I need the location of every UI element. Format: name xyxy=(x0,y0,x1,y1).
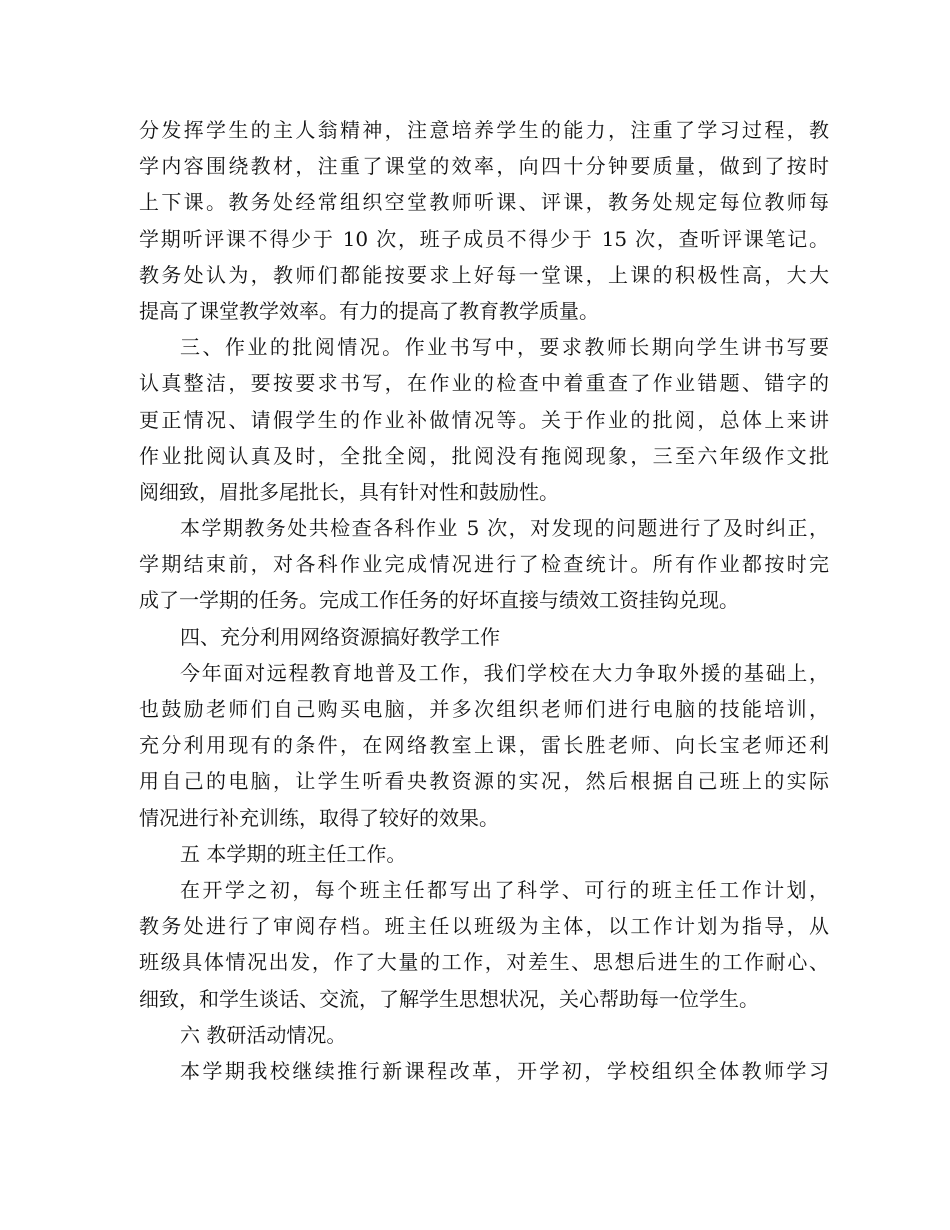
text-line: 学内容围绕教材，注重了课堂的效率，向四十分钟要质量，做到了按时 xyxy=(139,154,829,179)
text-line: 今年面对远程教育地普及工作，我们学校在大力争取外援的基础上， xyxy=(180,660,829,685)
text-line: 五 本学期的班主任工作。 xyxy=(180,841,407,866)
text-line: 教务处认为，教师们都能按要求上好每一堂课，上课的积极性高，大大 xyxy=(139,262,829,287)
document-body xyxy=(139,112,829,1089)
text-line: 本学期教务处共检查各科作业 5 次，对发现的问题进行了及时纠正， xyxy=(180,516,829,541)
text-line: 学期结束前，对各科作业完成情况进行了检查统计。所有作业都按时完 xyxy=(139,552,829,577)
text-line: 学期听评课不得少于 10 次，班子成员不得少于 15 次，查听评课笔记。 xyxy=(139,226,829,251)
text-line: 充分利用现有的条件，在网络教室上课，雷长胜老师、向长宝老师还利 xyxy=(139,733,829,758)
text-line: 上下课。教务处经常组织空堂教师听课、评课，教务处规定每位教师每 xyxy=(139,190,829,215)
text-line: 班级具体情况出发，作了大量的工作，对差生、思想后进生的工作耐心、 xyxy=(139,950,829,975)
text-line: 在开学之初，每个班主任都写出了科学、可行的班主任工作计划， xyxy=(180,877,829,902)
text-line: 也鼓励老师们自己购买电脑，并多次组织老师们进行电脑的技能培训， xyxy=(139,697,829,721)
text-line: 本学期我校继续推行新课程改革，开学初，学校组织全体教师学习 xyxy=(180,1058,829,1083)
text-line: 认真整洁，要按要求书写，在作业的检查中着重查了作业错题、错字的 xyxy=(139,371,829,396)
text-line: 教务处进行了审阅存档。班主任以班级为主体，以工作计划为指导，从 xyxy=(139,914,829,939)
text-line: 提高了课堂教学效率。有力的提高了教育教学质量。 xyxy=(139,298,599,323)
text-line: 分发挥学生的主人翁精神，注意培养学生的能力，注重了学习过程，教 xyxy=(139,118,829,142)
text-line: 用自己的电脑，让学生听看央教资源的实况，然后根据自己班上的实际 xyxy=(139,769,829,794)
text-line: 细致，和学生谈话、交流，了解学生思想状况，关心帮助每一位学生。 xyxy=(139,986,759,1011)
text-line: 四、充分利用网络资源搞好教学工作 xyxy=(180,624,500,649)
text-line: 更正情况、请假学生的作业补做情况等。关于作业的批阅，总体上来讲 xyxy=(139,407,829,432)
text-line: 六 教研活动情况。 xyxy=(180,1022,347,1047)
text-line: 阅细致，眉批多尾批长，具有针对性和鼓励性。 xyxy=(139,479,559,504)
text-line: 情况进行补充训练，取得了较好的效果。 xyxy=(139,805,499,830)
text-line: 作业批阅认真及时，全批全阅，批阅没有拖阅现象，三至六年级作文批 xyxy=(139,443,829,468)
text-line: 成了一学期的任务。完成工作任务的好坏直接与绩效工资挂钩兑现。 xyxy=(139,588,739,613)
text-line: 三、作业的批阅情况。作业书写中，要求教师长期向学生讲书写要 xyxy=(180,335,829,360)
